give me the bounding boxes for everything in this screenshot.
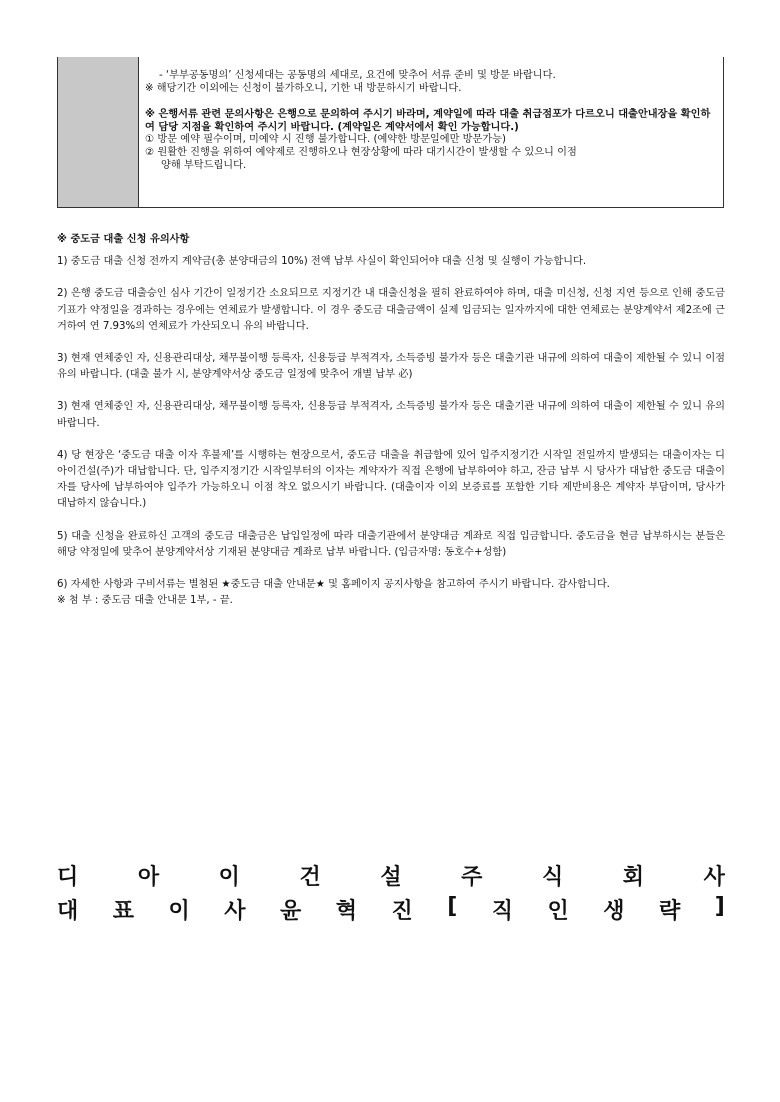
sig-char: 직 bbox=[491, 899, 514, 924]
notes-paragraph: 2) 은행 중도금 대출승인 심사 기간이 일정기간 소요되므로 지정기간 내 대출신청을 필히 완료하여야 하며, 대출 미신청, 신청 지연 등으로 인해 중도금 기표가 약정일을 경과하는 경우에는 연체료가 발생합니다. 이 경우 중도금 대출금액이 실제 입금되는 일자까지에 대한 연체료는 분양계약서 제2조에 근거하여 연 7.93%의 연체료가 가산되오니 유의 바랍니다. bbox=[57, 288, 725, 332]
sig-char: 생 bbox=[603, 899, 625, 924]
notes-paragraph: 3) 현재 연체중인 자, 신용관리대상, 채무불이행 등록자, 신용등급 부적격자, 소득증빙 불가자 등은 대출기관 내규에 의하여 대출이 제한될 수 있니 이점 유의 바랍니다. (대출 불가 시, 분양계약서상 중도금 일정에 맞추어 개별 납부 必) bbox=[57, 353, 725, 381]
sig-char: 진 bbox=[391, 899, 413, 924]
box-line: - ‘부부공동명의’ 신청세대는 공동명의 세대로, 요건에 맞추어 서류 준비 및 방문 바랍니다. bbox=[159, 70, 556, 81]
sig-char: [ bbox=[447, 894, 458, 919]
box-content bbox=[139, 57, 723, 207]
sig-char: 혁 bbox=[335, 899, 358, 924]
notes-paragraph: 1) 중도금 대출 신청 전까지 계약금(총 분양대금의 10%) 전액 납부 사실이 확인되어야 대출 신청 및 실행이 가능합니다. bbox=[57, 256, 587, 268]
notes-paragraph: 3) 현재 연체중인 자, 신용관리대상, 채무불이행 등록자, 신용등급 부적격자, 소득증빙 불가자 등은 대출기관 내규에 의하여 대출이 제한될 수 있니 유의 바랍니다. bbox=[57, 401, 725, 429]
box-line: ※ 해당기간 이외에는 신청이 불가하오니, 기한 내 방문하시기 바랍니다. bbox=[145, 82, 462, 94]
company-signature bbox=[57, 860, 725, 891]
sig-char: 아 bbox=[137, 865, 160, 890]
box-line-bold: ※ 은행서류 관련 문의사항은 은행으로 문의하여 주시기 바라며, 계약일에 따라 대출 취급점포가 다르오니 대출안내장을 확인하여 담당 지점을 확인하여 주시기 바랍니다. (계약일은 계약서에서 확인 가능합니다.) bbox=[145, 109, 711, 133]
sig-char: 이 bbox=[168, 899, 190, 924]
sig-char: 윤 bbox=[280, 899, 302, 924]
sig-char: 사 bbox=[224, 899, 246, 924]
notes-paragraph: 4) 당 현장은 ‘중도금 대출 이자 후불제’를 시행하는 현장으로서, 중도금 대출을 취급함에 있어 입주지정기간 시작일 전일까지 발생되는 대출이자는 디아이건설(주)가 대납합니다. 단, 입주지정기간 시작일부터의 이자는 계약자가 직접 은행에 납부하여야 하고, 잔금 납부 시 당사가 대납한 중도금 대출이자를 당사에 납부하여야 입주가 가능하오니 이점 착오 없으시기 바랍니다. (대출이자 이외 보증료를 포함한 기타 제반비용은 계약자 부담이며, 당사가 대납하지 않습니다.) bbox=[57, 449, 725, 510]
sig-char: 식 bbox=[541, 865, 564, 890]
sig-char: ] bbox=[714, 894, 725, 919]
sig-char: 회 bbox=[622, 865, 645, 890]
sig-char: 디 bbox=[57, 865, 79, 890]
sig-char: 인 bbox=[547, 899, 569, 924]
notes-title: ※ 중도금 대출 신청 유의사항 bbox=[57, 234, 190, 245]
sig-char: 략 bbox=[659, 899, 681, 924]
notes-paragraph: 5) 대출 신청을 완료하신 고객의 중도금 대출금은 납입일정에 따라 대출기관에서 분양대금 계좌로 직접 입금합니다. 중도금을 현금 납부하시는 분들은 해당 약정일에 맞추어 분양계약서상 기재된 분양대금 계좌로 납부 바랍니다. (입금자명: 동호수+성함) bbox=[57, 530, 725, 558]
loan-notes bbox=[57, 232, 725, 609]
notice-box bbox=[57, 57, 724, 208]
representative-signature bbox=[57, 894, 725, 925]
box-line: ① 방문 예약 필수이며, 미예약 시 진행 불가합니다. (예약한 방문일에만 방문가능) bbox=[145, 134, 507, 146]
notes-paragraph: 6) 자세한 사항과 구비서류는 별첨된 ★중도금 대출 안내문★ 및 홈페이지 공지사항을 참고하여 주시기 바랍니다. 감사합니다. bbox=[57, 579, 610, 591]
notes-attachment: ※ 첨 부 : 중도금 대출 안내문 1부, - 끝. bbox=[57, 595, 233, 607]
box-line: 양해 부탁드립니다. bbox=[161, 159, 247, 171]
sig-char: 대 bbox=[57, 899, 79, 924]
box-line: ② 원활한 진행을 위하여 예약제로 진행하오나 현장상황에 따라 대기시간이 발생할 수 있으니 이점 bbox=[145, 146, 577, 158]
sig-char: 건 bbox=[299, 865, 321, 890]
sig-char: 주 bbox=[461, 865, 483, 890]
sig-char: 설 bbox=[380, 865, 402, 890]
box-label-cell bbox=[58, 57, 139, 207]
sig-char: 이 bbox=[218, 865, 240, 890]
sig-char: 표 bbox=[112, 899, 135, 924]
sig-char: 사 bbox=[703, 865, 725, 890]
